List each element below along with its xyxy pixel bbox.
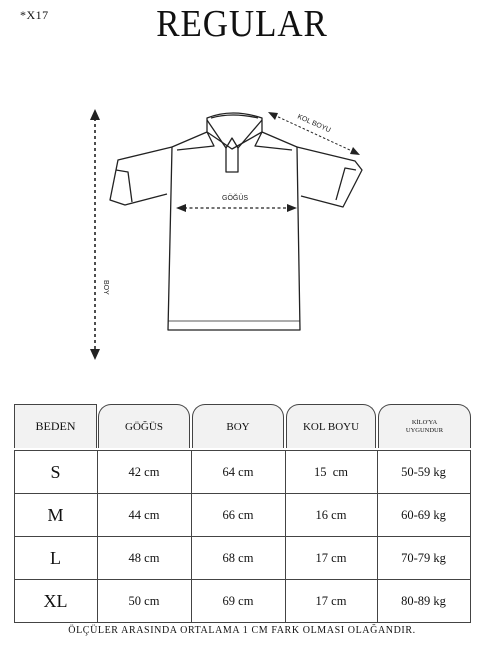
cell-length: 66 cm — [222, 507, 254, 522]
sleeve-label: KOL BOYU — [296, 113, 332, 135]
cell-size: L — [50, 547, 61, 568]
header-kilo-line2: UYGUNDUR — [405, 426, 444, 434]
header-kilo-line1: KİLO'YA — [411, 418, 438, 426]
length-label: BOY — [102, 280, 109, 295]
table-header-row — [14, 404, 471, 450]
header-kol-boyu: KOL BOYU — [286, 404, 376, 448]
table-row — [14, 537, 471, 580]
header-boy: BOY — [192, 404, 284, 448]
cell-length: 64 cm — [222, 464, 254, 479]
table-body — [14, 450, 471, 623]
cell-sleeve: 17 cm — [315, 593, 347, 608]
cell-weight: 50-59 kg — [401, 464, 446, 479]
table-row — [14, 494, 471, 537]
cell-size: S — [50, 461, 61, 482]
header-kilo — [378, 404, 471, 448]
table-row — [14, 580, 471, 623]
cell-weight: 60-69 kg — [401, 507, 446, 522]
shirt-outline — [110, 113, 362, 330]
page-title: REGULAR — [156, 3, 328, 45]
product-code: *X17 — [20, 8, 49, 22]
table-row — [14, 451, 471, 494]
chest-arrow — [176, 204, 297, 212]
size-chart-table — [14, 404, 471, 623]
cell-length: 69 cm — [222, 593, 254, 608]
header-gogus: GÖĞÜS — [98, 404, 190, 448]
cell-size: XL — [43, 590, 68, 611]
cell-length: 68 cm — [222, 550, 254, 565]
chest-label: GÖĞÜS — [222, 195, 249, 202]
footnote: ÖLÇÜLER ARASINDA ORTALAMA 1 CM FARK OLMASI OLAĞANDIR. — [68, 625, 416, 636]
cell-chest: 50 cm — [128, 593, 160, 608]
cell-chest: 44 cm — [128, 507, 160, 522]
cell-chest: 42 cm — [128, 464, 160, 479]
cell-weight: 80-89 kg — [401, 593, 446, 608]
cell-chest: 48 cm — [128, 550, 160, 565]
length-arrow — [90, 109, 100, 360]
header-beden: BEDEN — [14, 404, 97, 448]
cell-sleeve: 17 cm — [315, 550, 347, 565]
cell-size: M — [47, 504, 64, 525]
cell-weight: 70-79 kg — [401, 550, 446, 565]
cell-sleeve: 16 cm — [315, 507, 347, 522]
cell-sleeve: 15 cm — [313, 464, 349, 479]
